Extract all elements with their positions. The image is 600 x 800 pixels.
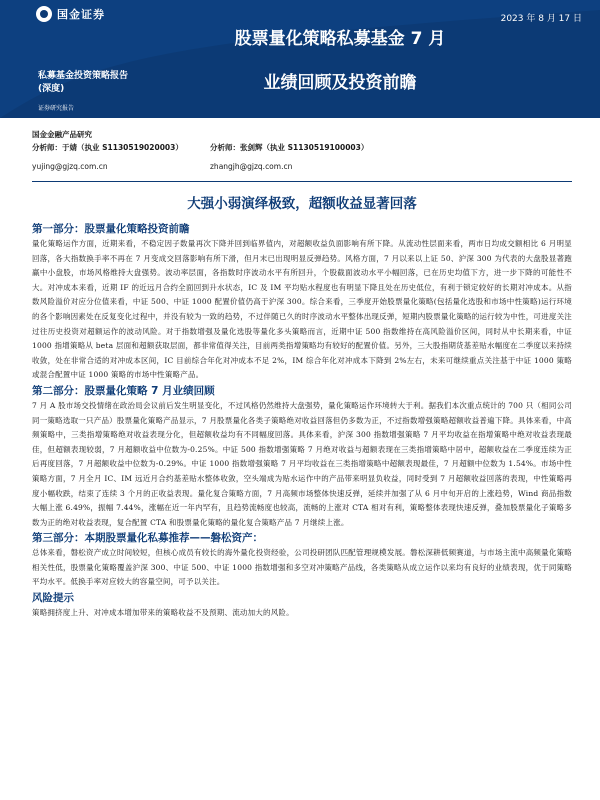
analyst-2-email[interactable]: zhangjh@gjzq.com.cn bbox=[210, 162, 293, 171]
analyst-row bbox=[32, 141, 572, 154]
divider bbox=[32, 181, 572, 182]
section-heading-2: 第二部分：股票量化策略 7 月业绩回顾 bbox=[32, 384, 215, 397]
report-type-line-2: (深度) bbox=[38, 84, 65, 94]
report-header bbox=[0, 0, 600, 118]
report-type-line-1: 私募基金投资策略报告 bbox=[38, 71, 129, 81]
report-type bbox=[38, 70, 128, 96]
analyst-1-email[interactable]: yujing@gjzq.com.cn bbox=[32, 162, 108, 171]
section-paragraph-3: 总体来看，磐松资产成立时间较短，但核心成员有较长的海外量化投资经验，公司投研团队匹配管理规模发展。磐松深耕低频赛道，与市场主流中高频量化策略相关性低，股票量化策略覆盖沪深 300、中证 500、中证 1000 指数增强和多空对冲策略产品线，各类策略从成立运作以来均有良好的业绩表现，优于同策略平均水平。低换手率对应较大的容量空间，可予以关注。 bbox=[32, 548, 572, 587]
report-date: 2023 年 8 月 17 日 bbox=[500, 14, 582, 24]
report-title-line-1: 股票量化策略私募基金 7 月 bbox=[234, 29, 446, 49]
research-org: 国金金融产品研究 bbox=[32, 130, 92, 139]
logo-text: 国金证券 bbox=[57, 8, 105, 21]
report-body bbox=[32, 221, 572, 621]
report-title-line-2: 业绩回顾及投资前瞻 bbox=[263, 73, 417, 93]
section-paragraph-1: 量化策略运作方面，近期来看，不稳定因子数量再次下降并回到临界值内，对超额收益负面影响有所下降。从流动性层面来看，两市日均成交额相比 6 月明显回落，各大指数换手率不再在 7 月变成交回落影响有所下滑，但月末已出现明显反弹趋势。风格方面，7 月以来以上证 50、沪深 300 为代表的大盘股显著跑赢中小盘股，市场风格维持大盘强势。波动率层面，各指数时序波动水平有所回升，个股截面波动水平小幅回落，已在历史均值下方，进一步下降的可能性不大。对冲成本来看，近期 IF 的近远月合约全面回到升水状态，IC 及 IM 平均贴水程度也有明显下降且处在历史低位，有利于锁定较好的长期对冲成本。从指数风险溢价对应分位值来看，中证 500、中证 1000 配置价值仍高于沪深 300。综合来看，三季度开始股票量化策略(包括量化选股和市场中性策略)运行环境的各个影响因素处在反复变化过程中，并没有较为一致的趋势，不过伴随已久的时序波动水平整体出现反弹，短期内股票量化策略的运行较为中性，可进度关注过往历史投资对超额运作的波动风险。对于指数增强及量化选股等量化多头策略而言，近期中证 500 指数维持在高风险溢价区间，同时从中长期来看，中证 1000 指增策略从 beta 层面和超额获取层面，都非常值得关注，目前两类指增策略均有较好的配置价值。另外，三大股指期货基差贴水幅度在二季度以来持续收敛，处在非常合适的对冲成本区间，IC 目前综合年化对冲成本不足 2%，IM 综合年化对冲成本下降到 2%左右，未来可继续重点关注基于中证 1000 策略或混合配置中证 1000 策略的市场中性策略产品。 bbox=[32, 239, 572, 380]
section-paragraph-2: 7 月 A 股市场交投情绪在政治局会议前后发生明显变化，不过风格仍然维持大盘强势，量化策略运作环境转大于利。据我们本次重点统计的 700 只（相同公司同一策略选取一只产品）股票量化策略产品显示，7 月股票量化各类子策略绝对收益回落但仍多数为正，不过指数增强策略超额收益普遍下降。具体来看，中高频策略中，三类指增策略绝对收益表现分化，但超额收益均有不同幅度回落。具体来看，沪深 300 指数增强策略 7 月平均收益在指增策略中绝对收益表现最佳，但超额表现较弱，7 月超额收益中位数为-0.25%。中证 500 指数增强策略 7 月绝对收益与超额表现在三类指增策略中居中，超额收益在二季度连续为正后再度回落，7 月超额收益中位数为-0.29%。中证 1000 指数增强策略 7 月平均收益在三类指增策略中超额表现最佳，7 月超额中位数为 1.54%。市场中性策略方面，7 月全月 IC、IM 远近月合约基差贴水整体收敛，空头端成为贴水运作中的产品带来明显负收益，同时受到 7 月超额收益回落的表现，中性策略再度小幅收跌，结束了连续 3 个月的正收益表现。量化复合策略方面，7 月高频市场整体快速反弹，延续并加强了从 6 月中旬开启的上涨趋势，Wind 商品指数大幅上涨 6.49%，振幅 7.44%，涨幅在近一年内罕有，且趋势流畅度也较高，流畅的上涨对 CTA 相对有利，策略整体表现快速反弹，叠加股票量化子策略多数为正的绝对收益表现，复合配置 CTA 和股票量化策略的量化复合策略产品 7 月继续上涨。 bbox=[32, 400, 572, 527]
section-heading-3: 第三部分：本期股票量化私募推荐——磐松资产： bbox=[32, 532, 263, 545]
section-heading-risk: 风险提示 bbox=[32, 592, 74, 605]
logo-mark-icon bbox=[36, 6, 52, 22]
email-row bbox=[32, 160, 572, 173]
main-title: 大强小弱演绎极致，超额收益显著回落 bbox=[187, 196, 417, 212]
section-paragraph-risk: 策略拥挤度上升、对冲成本增加带来的策略收益不及预期、流动加大的风险。 bbox=[32, 608, 294, 618]
analyst-info bbox=[32, 128, 572, 173]
company-logo bbox=[36, 6, 105, 22]
analyst-2: 分析师：张剑辉（执业 S1130519100003） bbox=[210, 143, 369, 152]
analyst-1: 分析师：于婧（执业 S1130519020003） bbox=[32, 143, 183, 152]
section-heading-1: 第一部分：股票量化策略投资前瞻 bbox=[32, 223, 190, 235]
research-tag: 证券研究报告 bbox=[38, 105, 75, 112]
